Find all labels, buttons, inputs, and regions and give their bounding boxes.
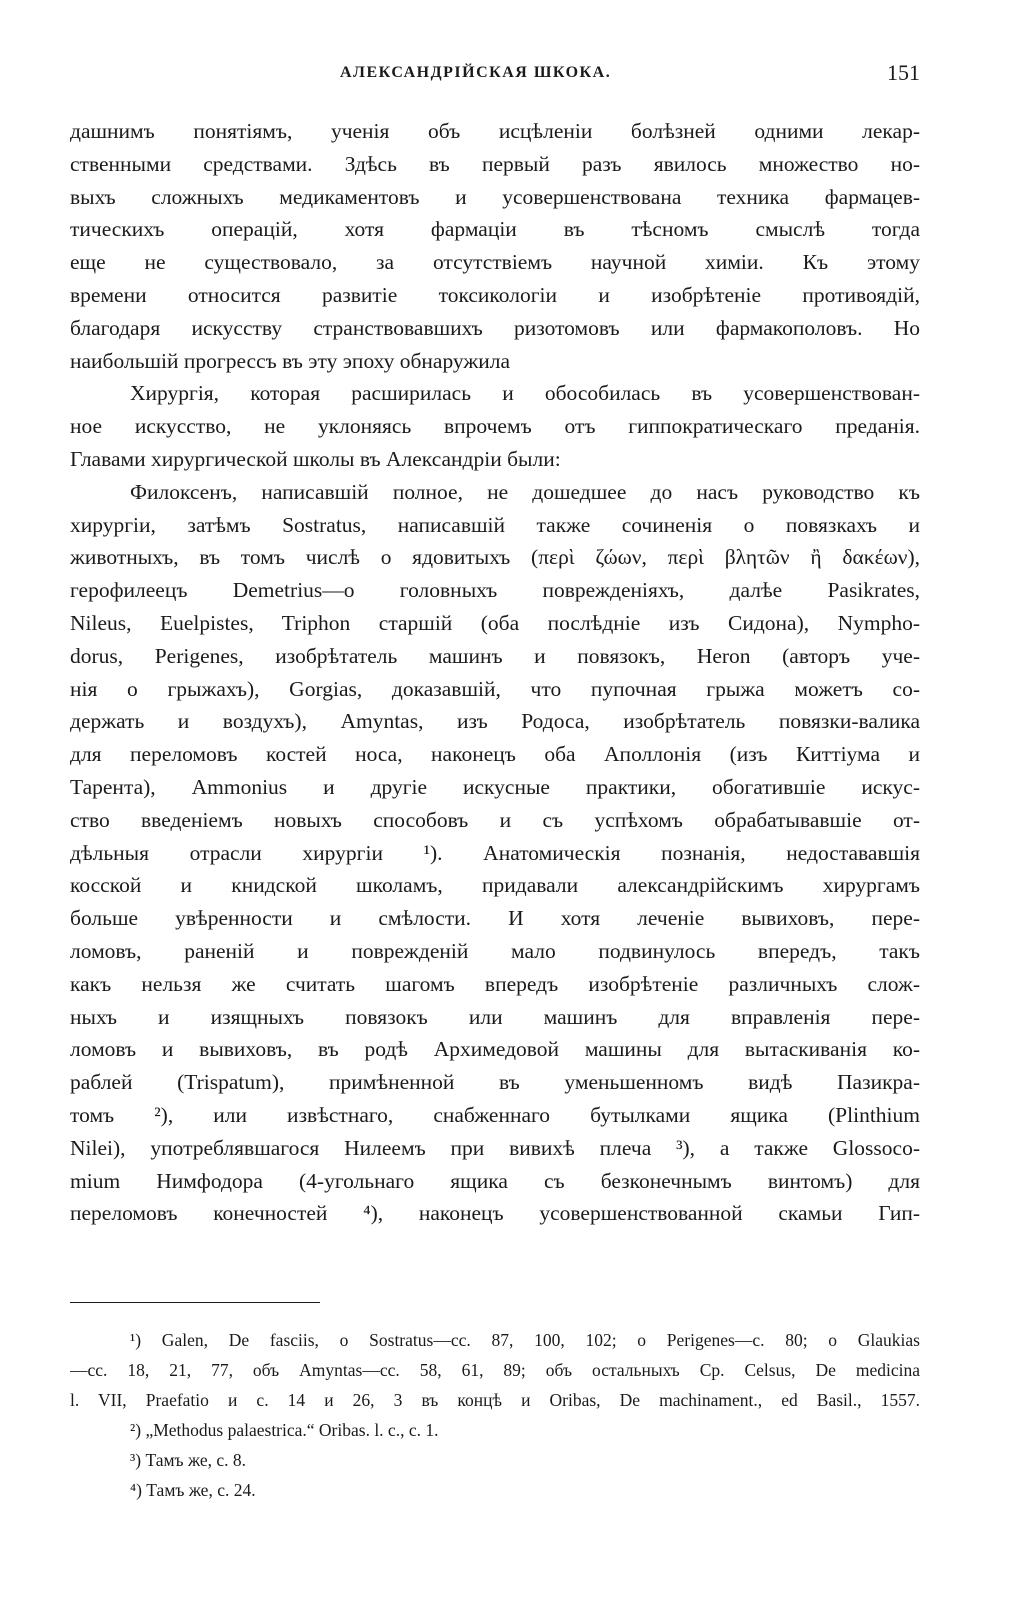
text-line: ломовъ и вывиховъ, въ родѣ Архимедовой машины для вытаскиванія ко- xyxy=(70,1037,920,1062)
page-header xyxy=(0,60,1014,90)
text-line: тическихъ операцій, хотя фармаціи въ тѣсномъ смыслѣ тогда xyxy=(70,217,920,242)
text-line: переломовъ конечностей ⁴), наконецъ усовершенствованной скамьи Гип- xyxy=(70,1201,920,1226)
text-line: времени относится развитіе токсикологіи и изобрѣтеніе противоядій, xyxy=(70,282,920,307)
running-title: АЛЕКСАНДРІЙСКАЯ ШКОКА. xyxy=(340,64,612,81)
text-line: животныхъ, въ томъ числѣ о ядовитыхъ (περὶ ζώων, περὶ βλητῶν ἢ δακέων), xyxy=(70,545,920,570)
text-line: ныхъ и изящныхъ повязокъ или машинъ для вправленія пере- xyxy=(70,1004,920,1029)
text-line: дашнимъ понятіямъ, ученія объ исцѣленіи болѣзней одними лекар- xyxy=(70,119,920,143)
footnote-line: —cc. 18, 21, 77, объ Amyntas—cc. 58, 61, 89; объ остальныхъ Cp. Celsus, De medicina xyxy=(70,1360,920,1380)
text-line: больше увѣренности и смѣлости. И хотя леченіе вывиховъ, пере- xyxy=(70,906,920,931)
text-line: выхъ сложныхъ медикаментовъ и усовершенствована техника фармацев- xyxy=(70,184,920,209)
footnote-separator xyxy=(70,1302,320,1303)
text-line: ственными средствами. Здѣсь въ первый разъ явилось множество но- xyxy=(70,151,920,176)
body-text xyxy=(70,115,920,1230)
text-line: для переломовъ костей носа, наконецъ оба Аполлонія (изъ Киттіума и xyxy=(70,742,920,767)
footnote-line: ¹) Galen, De fasciis, o Sostratus—cc. 87, 100, 102; o Perigenes—c. 80; o Glaukias xyxy=(130,1330,920,1350)
text-line: Филоксенъ, написавшій полное, не дошедшее до насъ руководство къ xyxy=(130,479,920,504)
text-line: дѣльныя отрасли хирургіи ¹). Анатомическія познанія, недостававшія xyxy=(70,840,920,865)
text-line: раблей (Trispatum), примѣненной въ уменьшенномъ видѣ Пазикра- xyxy=(70,1070,920,1095)
text-line: держать и воздухъ), Amyntas, изъ Родоса, изобрѣтатель повязки-валика xyxy=(70,709,920,734)
text-line: Хирургія, которая расширилась и обособилась въ усовершенствован- xyxy=(130,381,920,406)
footnotes xyxy=(70,1325,920,1505)
footnote-line: l. VII, Praefatio и c. 14 и 26, 3 въ концѣ и Oribas, De machinament., ed Basil., 1557. xyxy=(70,1390,920,1410)
text-line: Nilei), употреблявшагося Нилеемъ при вивихѣ плеча ³), а также Glossoco- xyxy=(70,1135,920,1160)
text-line: томъ ²), или извѣстнаго, снабженнаго бутылками ящика (Plinthium xyxy=(70,1102,920,1127)
text-line: ломовъ, раненій и поврежденій мало подвинулось впередъ, такъ xyxy=(70,938,920,963)
text-line: ство введеніемъ новыхъ способовъ и съ успѣхомъ обрабатывавшіе от- xyxy=(70,807,920,832)
page-number: 151 xyxy=(887,60,920,85)
footnote-line: ²) „Methodus palaestrica.“ Oribas. l. c., c. 1. xyxy=(130,1420,439,1440)
text-line: Главами хирургической школы въ Александріи были: xyxy=(70,446,561,471)
text-line: нія о грыжахъ), Gorgias, доказавшій, что пупочная грыжа можетъ со- xyxy=(70,676,920,701)
text-line: хирургіи, затѣмъ Sostratus, написавшій также сочиненія о повязкахъ и xyxy=(70,512,920,537)
text-line: какъ нельзя же считать шагомъ впередъ изобрѣтеніе различныхъ слож- xyxy=(70,971,920,996)
text-line: косской и книдской школамъ, придавали александрійскимъ хирургамъ xyxy=(70,873,920,898)
footnote-line: ⁴) Тамъ же, с. 24. xyxy=(130,1480,256,1500)
text-line: благодаря искусству странствовавшихъ ризотомовъ или фармакополовъ. Но xyxy=(70,315,920,340)
text-line: ное искусство, не уклоняясь впрочемъ отъ гиппократическаго преданія. xyxy=(70,414,920,439)
footnote-line: ³) Тамъ же, с. 8. xyxy=(130,1450,246,1470)
text-line: mium Нимфодора (4-угольнаго ящика съ безконечнымъ винтомъ) для xyxy=(70,1168,920,1193)
text-line: Тарента), Ammonius и другіе искусные практики, обогатившіе искус- xyxy=(70,774,920,799)
text-line: dorus, Perigenes, изобрѣтатель машинъ и повязокъ, Heron (авторъ уче- xyxy=(70,643,920,668)
text-line: еще не существовало, за отсутствіемъ научной химіи. Къ этому xyxy=(70,250,920,275)
text-line: Nileus, Euelpistes, Triphon старшій (оба послѣдніе изъ Сидона), Nympho- xyxy=(70,610,920,635)
text-line: герофилеецъ Demetrius—о головныхъ поврежденіяхъ, далѣе Pasikrates, xyxy=(70,578,920,603)
text-line: наибольшій прогрессъ въ эту эпоху обнаружила xyxy=(70,348,511,373)
